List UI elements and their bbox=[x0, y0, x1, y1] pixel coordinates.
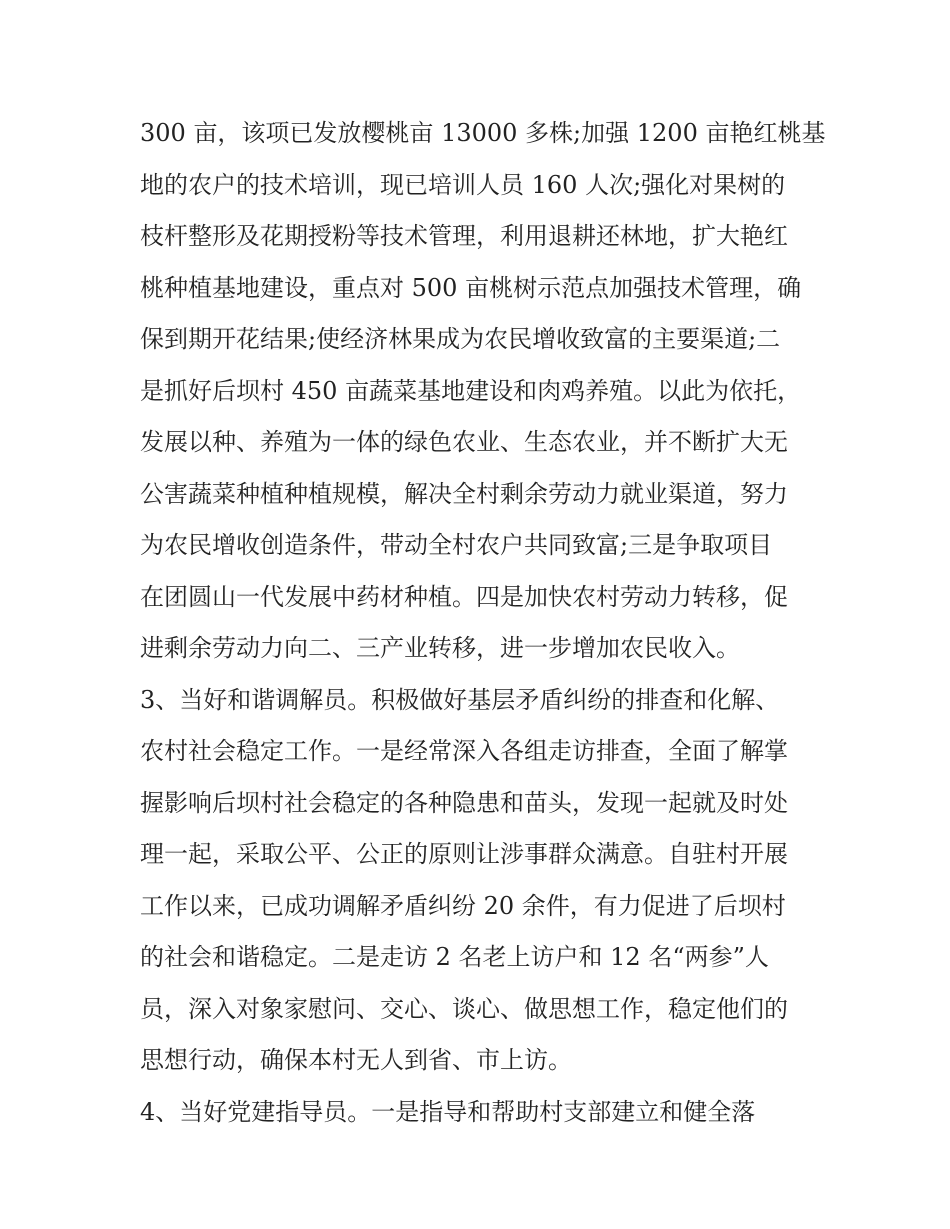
text-line: 的社会和谐稳定。二是走访 2 名老上访户和 12 名“两参”人 bbox=[140, 943, 769, 971]
text-line: 思想行动，确保本村无人到省、市上访。 bbox=[140, 1046, 572, 1074]
text-line: 桃种植基地建设，重点对 500 亩桃树示范点加强技术管理，确 bbox=[140, 273, 802, 302]
document-body bbox=[140, 108, 826, 1138]
text-line: 是抓好后坝村 450 亩蔬菜基地建设和肉鸡养殖。以此为依托， bbox=[140, 376, 802, 405]
text-line: 为农民增收创造条件，带动全村农户共同致富;三是争取项目 bbox=[140, 531, 773, 559]
text-line: 农村社会稳定工作。一是经常深入各组走访排查，全面了解掌 bbox=[140, 737, 788, 765]
text-line: 发展以种、养殖为一体的绿色农业、生态农业，并不断扩大无 bbox=[140, 428, 788, 456]
text-line: 员，深入对象家慰问、交心、谈心、做思想工作，稳定他们的 bbox=[140, 994, 788, 1023]
text-line: 公害蔬菜种植种植规模，解决全村剩余劳动力就业渠道，努力 bbox=[140, 479, 788, 508]
text-line: 进剩余劳动力向二、三产业转移，进一步增加农民收入。 bbox=[140, 634, 740, 662]
text-line: 理一起，采取公平、公正的原则让涉事群众满意。自驻村开展 bbox=[140, 840, 788, 868]
text-line: 握影响后坝村社会稳定的各种隐患和苗头，发现一起就及时处 bbox=[140, 788, 788, 817]
section-heading-3: 3、当好和谐调解员。积极做好基层矛盾纠纷的排查和化解、 bbox=[140, 685, 780, 714]
text-line: 300 亩，该项已发放樱桃亩 13000 多株;加强 1200 亩艳红桃基 bbox=[140, 119, 826, 147]
text-line: 地的农户的技术培训，现已培训人员 160 人次;强化对果树的 bbox=[140, 170, 786, 199]
section-heading-4: 4、当好党建指导员。一是指导和帮助村支部建立和健全落 bbox=[140, 1097, 756, 1126]
text-line: 枝杆整形及花期授粉等技术管理，利用退耕还林地，扩大艳红 bbox=[140, 222, 788, 250]
text-line: 工作以来，已成功调解矛盾纠纷 20 余件，有力促进了后坝村 bbox=[140, 891, 786, 920]
text-line: 在团圆山一代发展中药材种植。四是加快农村劳动力转移，促 bbox=[140, 582, 788, 611]
text-line: 保到期开花结果;使经济林果成为农民增收致富的主要渠道;二 bbox=[140, 325, 781, 353]
